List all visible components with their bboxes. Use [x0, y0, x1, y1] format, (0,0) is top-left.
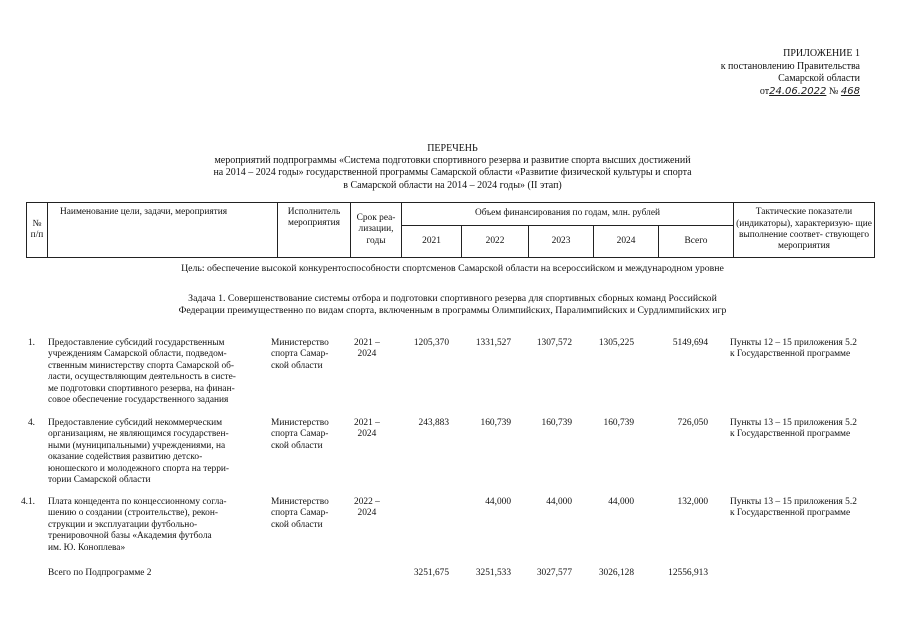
row-indicators: [730, 418, 890, 441]
desc-line: юношеского и молодежного спорта на терри-: [48, 463, 230, 474]
value-2022: 160,739: [480, 418, 511, 428]
date-prefix: от: [759, 85, 770, 97]
value-total: 132,000: [677, 497, 708, 507]
header-indicators: Тактические показатели (индикаторы), характеризую- щие выполнение соответ- ствующего мероприятия: [734, 203, 875, 258]
number-prefix: №: [828, 85, 839, 97]
document-header: [660, 48, 860, 98]
ind-line: Пункты 13 – 15 приложения 5.2: [730, 418, 857, 428]
header-num: № п/п: [27, 203, 48, 258]
value-2023: 44,000: [546, 497, 572, 507]
ind-line: Пункты 12 – 15 приложения 5.2: [730, 338, 857, 348]
value-total: 5149,694: [672, 338, 708, 348]
total-2023: 3027,577: [536, 568, 572, 578]
table-header: [26, 202, 875, 258]
header-name: Наименование цели, задачи, мероприятия: [48, 203, 278, 258]
handwritten-number: 468: [840, 85, 860, 97]
row-executor: [271, 338, 329, 372]
exec-line: Министерство: [271, 338, 329, 348]
value-2024: 160,739: [603, 418, 634, 428]
total-label: Всего по Подпрограмме 2: [48, 568, 152, 578]
desc-line: организациям, не являющимся государствен-: [48, 429, 229, 440]
header-year-2023: 2023: [529, 226, 594, 258]
row-description: [48, 338, 278, 407]
region-name: Самарской области: [778, 73, 860, 84]
desc-line: ме подготовки спортивного резерва, на финан-: [48, 383, 235, 394]
exec-line: Министерство: [271, 497, 329, 507]
desc-line: ласти, осуществляющим деятельность в систе-: [48, 372, 236, 383]
total-2024: 3026,128: [598, 568, 634, 578]
exec-line: ской области: [271, 360, 323, 371]
desc-line: Предоставление субсидий государственным: [48, 338, 225, 348]
term-line: 2022 –: [354, 497, 380, 507]
header-year-2024: 2024: [594, 226, 659, 258]
total-sum: 12556,913: [668, 568, 708, 578]
term-line: 2021 –: [354, 338, 380, 348]
ind-line: к Государственной программе: [730, 508, 851, 519]
title-heading: ПЕРЕЧЕНЬ: [427, 143, 478, 154]
header-year-2021: 2021: [402, 226, 462, 258]
row-number: 4.1.: [20, 497, 35, 507]
handwritten-date: 24.06.2022: [769, 85, 827, 97]
title-line-3: на 2014 – 2024 годы» государственной программы Самарской области «Развитие физической культуры и спорта: [213, 167, 692, 179]
row-indicators: [730, 497, 890, 520]
exec-line: спорта Самар-: [271, 508, 329, 519]
goal-text: Цель: обеспечение высокой конкурентоспособности спортсменов Самарской области на всероссийском и международном уровне: [181, 263, 724, 274]
appendix-label: ПРИЛОЖЕНИЕ 1: [783, 48, 860, 59]
header-total: Всего: [659, 226, 734, 258]
value-2021: 243,883: [418, 418, 449, 428]
decree-reference: к постановлению Правительства: [720, 60, 860, 72]
row-indicators: [730, 338, 890, 361]
desc-line: учреждениям Самарской области, подведом-: [48, 349, 227, 360]
date-number-line: [660, 86, 860, 99]
exec-line: ской области: [271, 440, 323, 451]
value-2024: 44,000: [608, 497, 634, 507]
desc-line: тренировочной базы «Академия футбола: [48, 531, 212, 542]
header-financing: Объем финансирования по годам, млн. рублей: [402, 203, 734, 226]
row-executor: [271, 418, 329, 452]
task-text: [120, 293, 785, 317]
term-line: 2021 –: [354, 418, 380, 428]
header-year-2022: 2022: [462, 226, 529, 258]
desc-line: тории Самарской области: [48, 475, 151, 486]
total-2022: 3251,533: [475, 568, 511, 578]
title-line-4: в Самарской области на 2014 – 2024 годы» (II этап): [343, 179, 562, 191]
row-number: 1.: [27, 338, 35, 348]
value-2022: 44,000: [485, 497, 511, 507]
desc-line: им. Ю. Коноплева»: [48, 542, 126, 553]
desc-line: совое обеспечение государственного задания: [48, 395, 229, 406]
header-executor: Исполнитель мероприятия: [278, 203, 351, 258]
task-line-2: Федерации преимущественно по видам спорта, включенным в программы Олимпийских, Паралимпийских и Сурдлимпийских игр: [178, 305, 727, 317]
desc-line: ными (муниципальными) учреждениями, на: [48, 440, 226, 451]
ind-line: Пункты 13 – 15 приложения 5.2: [730, 497, 857, 507]
task-line-1: Задача 1. Совершенствование системы отбора и подготовки спортивного резерва для спортивных сборных команд Российской: [188, 293, 717, 304]
value-2022: 1331,527: [475, 338, 511, 348]
desc-line: струкции и эксплуатации футбольно-: [48, 519, 198, 530]
exec-line: ской области: [271, 519, 323, 530]
row-number: 4.: [27, 418, 35, 428]
row-term: [354, 497, 380, 520]
row-description: [48, 418, 278, 487]
ind-line: к Государственной программе: [730, 349, 851, 360]
document-title: [0, 143, 905, 192]
row-executor: [271, 497, 329, 531]
row-term: [354, 338, 380, 361]
desc-line: шению о создании (строительстве), рекон-: [48, 508, 218, 519]
row-term: [354, 418, 380, 441]
exec-line: спорта Самар-: [271, 429, 329, 440]
term-line: 2024: [357, 508, 377, 519]
title-line-2: мероприятий подпрограммы «Система подготовки спортивного резерва и развитие спорта высших достижений: [214, 155, 691, 167]
ind-line: к Государственной программе: [730, 429, 851, 440]
desc-line: Предоставление субсидий некоммерческим: [48, 418, 223, 428]
desc-line: Плата концедента по концессионному согла-: [48, 497, 227, 507]
term-line: 2024: [357, 429, 377, 440]
term-line: 2024: [357, 349, 377, 360]
desc-line: ственным министерству спорта Самарской об-: [48, 360, 235, 371]
value-2021: 1205,370: [413, 338, 449, 348]
value-2023: 1307,572: [536, 338, 572, 348]
header-term: Срок реа- лизации, годы: [351, 203, 402, 258]
exec-line: Министерство: [271, 418, 329, 428]
exec-line: спорта Самар-: [271, 349, 329, 360]
row-description: [48, 497, 278, 554]
desc-line: оказание содействия развитию детско-: [48, 452, 203, 463]
total-2021: 3251,675: [413, 568, 449, 578]
value-2023: 160,739: [541, 418, 572, 428]
value-2024: 1305,225: [598, 338, 634, 348]
value-total: 726,050: [677, 418, 708, 428]
